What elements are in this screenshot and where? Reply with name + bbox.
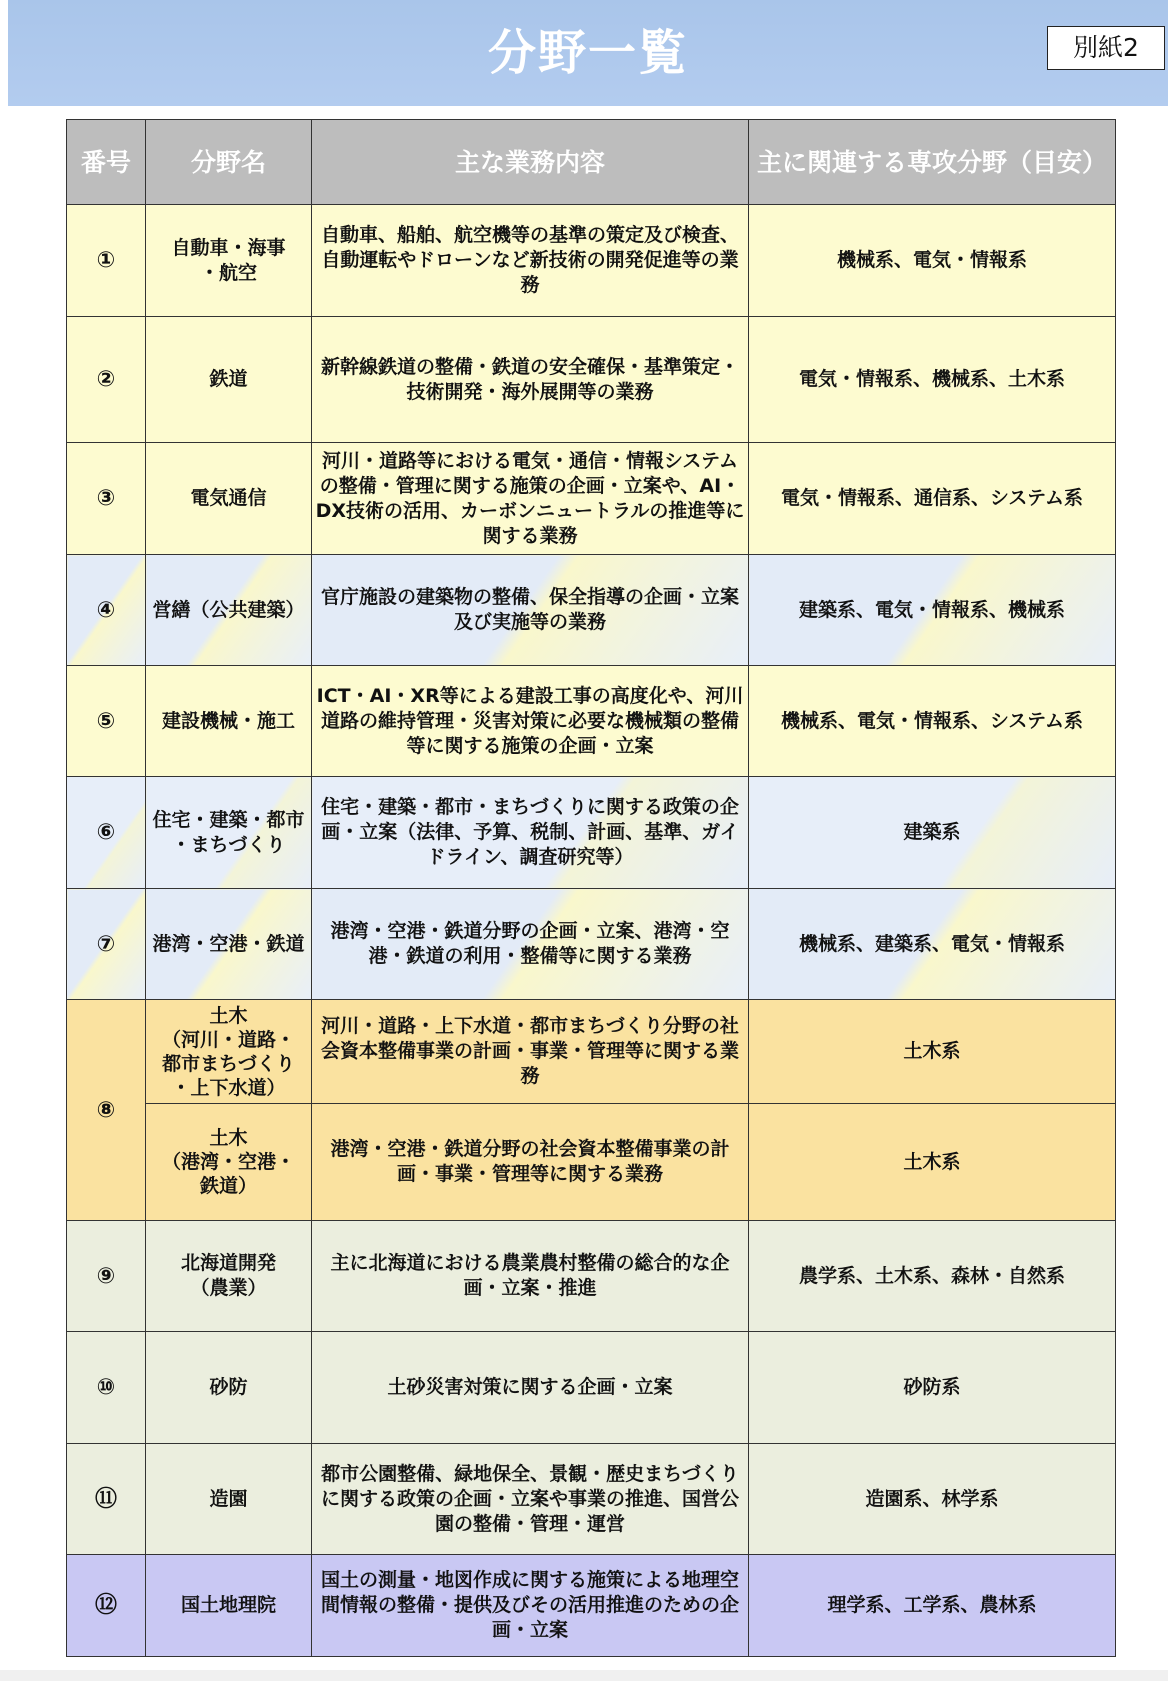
field-major: 電気・情報系、機械系、土木系 (749, 317, 1116, 443)
row-number: ⑪ (67, 1444, 146, 1555)
field-name: 国土地理院 (146, 1555, 312, 1657)
field-name: 営繕（公共建築） (146, 555, 312, 666)
field-name: 造園 (146, 1444, 312, 1555)
field-content: 都市公園整備、緑地保全、景観・歴史まちづくりに関する政策の企画・立案や事業の推進、国営公園の整備・管理・運営 (312, 1444, 749, 1555)
page-title: 分野一覧 (487, 25, 688, 81)
field-major: 建築系、電気・情報系、機械系 (749, 555, 1116, 666)
field-content: 港湾・空港・鉄道分野の企画・立案、港湾・空港・鉄道の利用・整備等に関する業務 (312, 889, 749, 1000)
field-name: 電気通信 (146, 443, 312, 555)
row-number: ① (67, 205, 146, 317)
table-row (67, 205, 1116, 317)
table-row (67, 443, 1116, 555)
field-name: 砂防 (146, 1332, 312, 1444)
header-banner (8, 0, 1168, 106)
row-number: ⑥ (67, 777, 146, 889)
field-content: 住宅・建築・都市・まちづくりに関する政策の企画・立案（法律、予算、税制、計画、基準、ガイドライン、調査研究等） (312, 777, 749, 889)
field-content: 河川・道路・上下水道・都市まちづくり分野の社会資本整備事業の計画・事業・管理等に関する業務 (312, 1000, 749, 1104)
header-content: 主な業務内容 (312, 120, 749, 205)
field-major: 機械系、建築系、電気・情報系 (749, 889, 1116, 1000)
table-row (67, 1000, 1116, 1104)
attachment-tag: 別紙2 (1047, 26, 1165, 70)
field-content: 港湾・空港・鉄道分野の社会資本整備事業の計画・事業・管理等に関する業務 (312, 1104, 749, 1221)
header-field-name: 分野名 (146, 120, 312, 205)
field-name: 住宅・建築・都市 ・まちづくり (146, 777, 312, 889)
field-content: 新幹線鉄道の整備・鉄道の安全確保・基準策定・技術開発・海外展開等の業務 (312, 317, 749, 443)
table-row (67, 1332, 1116, 1444)
field-name: 土木 （港湾・空港・ 鉄道） (146, 1104, 312, 1221)
field-name: 鉄道 (146, 317, 312, 443)
header-number: 番号 (67, 120, 146, 205)
table-row (67, 889, 1116, 1000)
table-row (67, 317, 1116, 443)
field-name: 建設機械・施工 (146, 666, 312, 777)
field-content: 官庁施設の建築物の整備、保全指導の企画・立案及び実施等の業務 (312, 555, 749, 666)
header-major: 主に関連する専攻分野（目安） (749, 120, 1116, 205)
field-content: 主に北海道における農業農村整備の総合的な企画・立案・推進 (312, 1221, 749, 1332)
row-number: ⑧ (67, 1000, 146, 1221)
row-number: ④ (67, 555, 146, 666)
table-header-row (67, 120, 1116, 205)
bottom-strip (0, 1670, 1168, 1681)
row-number: ⑨ (67, 1221, 146, 1332)
table-row (67, 1444, 1116, 1555)
field-content: 国土の測量・地図作成に関する施策による地理空間情報の整備・提供及びその活用推進のための企画・立案 (312, 1555, 749, 1657)
row-number: ⑩ (67, 1332, 146, 1444)
field-content: ICT・AI・XR等による建設工事の高度化や、河川道路の維持管理・災害対策に必要な機械類の整備等に関する施策の企画・立案 (312, 666, 749, 777)
table-row (67, 555, 1116, 666)
table-row (67, 777, 1116, 889)
field-major: 機械系、電気・情報系 (749, 205, 1116, 317)
field-name: 港湾・空港・鉄道 (146, 889, 312, 1000)
table-row (67, 1555, 1116, 1657)
row-number: ⑦ (67, 889, 146, 1000)
table-row (67, 666, 1116, 777)
field-major: 建築系 (749, 777, 1116, 889)
field-name: 土木 （河川・道路・ 都市まちづくり ・上下水道） (146, 1000, 312, 1104)
table-row (67, 1221, 1116, 1332)
field-major: 土木系 (749, 1104, 1116, 1221)
field-major: 電気・情報系、通信系、システム系 (749, 443, 1116, 555)
field-major: 土木系 (749, 1000, 1116, 1104)
field-content: 河川・道路等における電気・通信・情報システムの整備・管理に関する施策の企画・立案や、AI・DX技術の活用、カーボンニュートラルの推進等に関する業務 (312, 443, 749, 555)
field-major: 機械系、電気・情報系、システム系 (749, 666, 1116, 777)
row-number: ③ (67, 443, 146, 555)
field-major: 造園系、林学系 (749, 1444, 1116, 1555)
row-number: ⑤ (67, 666, 146, 777)
table-row (67, 1104, 1116, 1221)
row-number: ⑫ (67, 1555, 146, 1657)
field-major: 砂防系 (749, 1332, 1116, 1444)
row-number: ② (67, 317, 146, 443)
field-name: 北海道開発 （農業） (146, 1221, 312, 1332)
field-content: 自動車、船舶、航空機等の基準の策定及び検査、自動運転やドローンなど新技術の開発促進等の業務 (312, 205, 749, 317)
field-major: 農学系、土木系、森林・自然系 (749, 1221, 1116, 1332)
field-major: 理学系、工学系、農林系 (749, 1555, 1116, 1657)
field-name: 自動車・海事 ・航空 (146, 205, 312, 317)
field-content: 土砂災害対策に関する企画・立案 (312, 1332, 749, 1444)
field-table (66, 119, 1116, 1657)
